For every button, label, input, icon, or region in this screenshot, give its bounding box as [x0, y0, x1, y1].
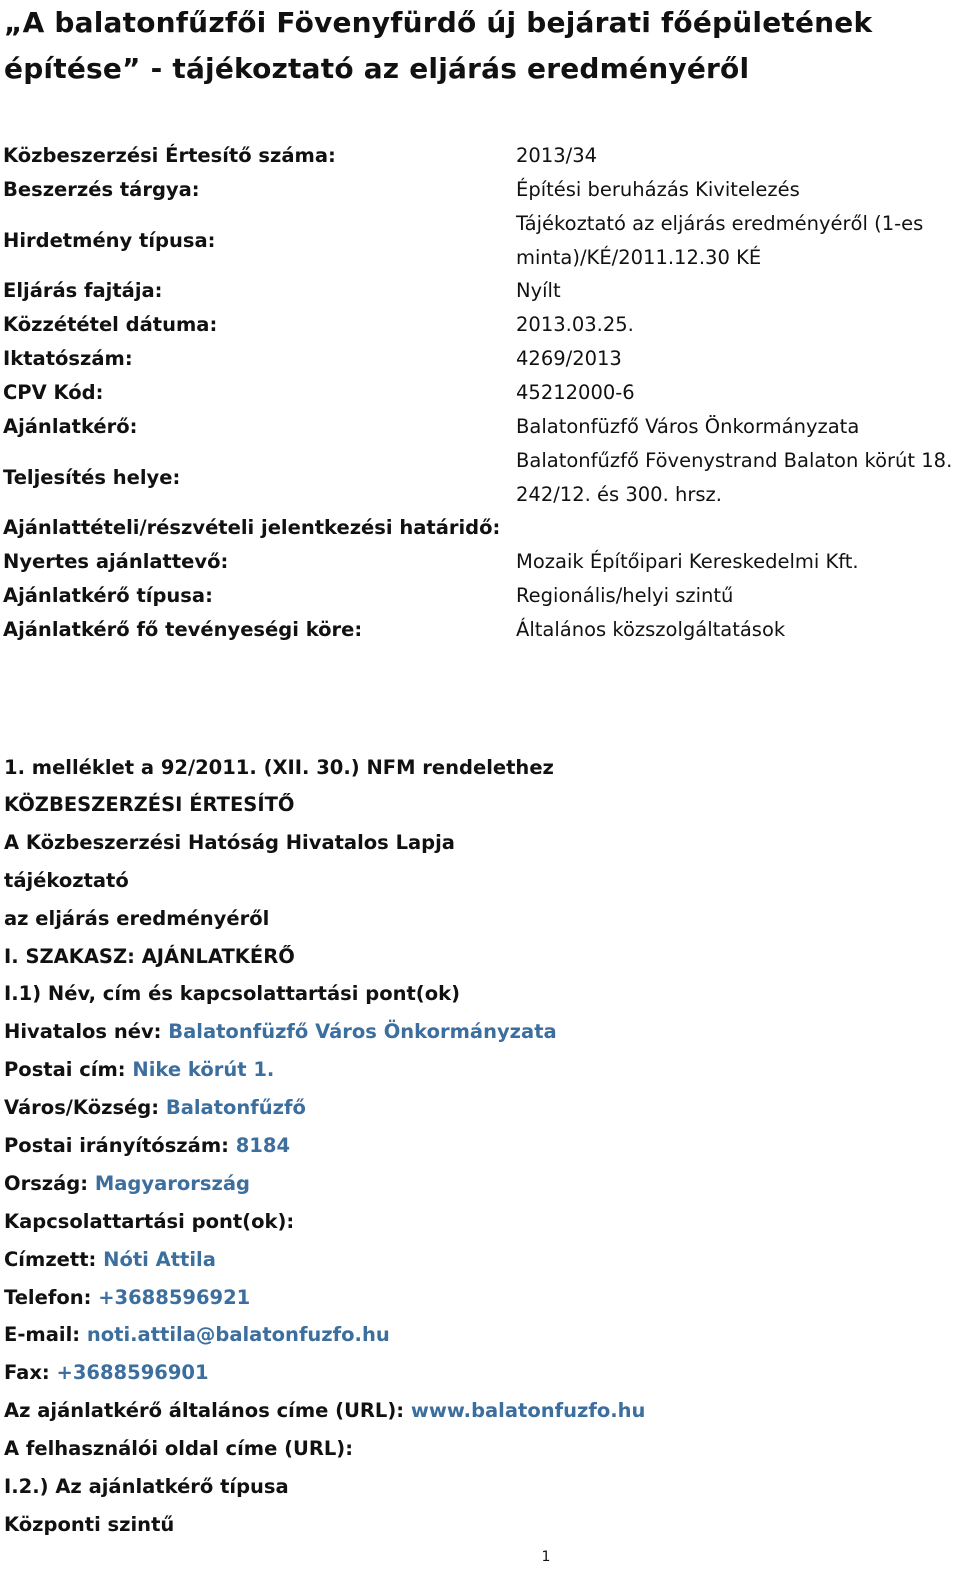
field-official-name [4, 1013, 944, 1051]
subsection-heading: I.1) Név, cím és kapcsolattartási pont(ok) [4, 982, 460, 1006]
metadata-label: Közzététel dátuma: [3, 313, 218, 336]
field-city [4, 1089, 944, 1127]
metadata-label: Hirdetmény típusa: [3, 228, 216, 252]
field-label: Város/Község: [4, 1096, 166, 1120]
metadata-value: Általános közszolgáltatások [516, 618, 786, 642]
field-label: Postai irányítószám: [4, 1134, 236, 1158]
field-label: Ország: [4, 1171, 95, 1195]
metadata-value: Regionális/helyi szintű [516, 584, 734, 608]
field-value: Magyarország [94, 1171, 250, 1195]
doc-type-line: az eljárás eredményéről [4, 906, 270, 930]
metadata-label: Ajánlatkérő: [3, 415, 138, 438]
metadata-label: Beszerzés tárgya: [3, 178, 200, 201]
metadata-value: Balatonfüzfő Város Önkormányzata [516, 415, 860, 439]
document-title: „A balatonfűzfői Fövenyfürdő új bejárati főépületének építése” - tájékoztató az eljárás eredményéről [4, 6, 873, 85]
field-label: E-mail: [4, 1323, 87, 1347]
field-value: +3688596901 [56, 1361, 209, 1385]
metadata-value [516, 511, 958, 545]
field-value: +3688596921 [98, 1285, 251, 1309]
field-postal-code [4, 1127, 944, 1165]
field-postal-address [4, 1051, 944, 1089]
metadata-row [3, 410, 958, 444]
metadata-value: 45212000-6 [516, 381, 635, 405]
field-country [4, 1165, 944, 1203]
metadata-row [3, 444, 958, 511]
metadata-row [3, 274, 958, 308]
field-contact-points [4, 1203, 944, 1241]
email-link[interactable]: noti.attila@balatonfuzfo.hu [86, 1323, 390, 1347]
field-addressee [4, 1241, 944, 1279]
metadata-row [3, 173, 958, 207]
subsection-heading: I.2.) Az ajánlatkérő típusa [4, 1475, 289, 1499]
metadata-label: CPV Kód: [3, 381, 104, 404]
field-value: 8184 [235, 1134, 291, 1158]
metadata-value: Építési beruházás Kivitelezés [516, 178, 800, 202]
website-link[interactable]: www.balatonfuzfo.hu [410, 1399, 646, 1423]
metadata-row [3, 613, 958, 647]
metadata-value: Nyílt [516, 279, 561, 303]
metadata-value: Tájékoztató az eljárás eredményéről (1-es minta)/KÉ/2011.12.30 KÉ [516, 212, 924, 269]
bulletin-name: KÖZBESZERZÉSI ÉRTESÍTŐ [4, 793, 295, 816]
field-fax [4, 1354, 944, 1392]
field-url [4, 1392, 944, 1430]
doc-type-line: tájékoztató [4, 868, 129, 892]
metadata-label: Ajánlatkérő típusa: [3, 584, 213, 607]
contracting-authority-type: Központi szintű [4, 1512, 175, 1536]
field-label: Az ajánlatkérő általános címe (URL): [4, 1399, 411, 1423]
section-heading: I. SZAKASZ: AJÁNLATKÉRŐ [4, 944, 295, 968]
metadata-label: Nyertes ajánlattevő: [3, 550, 229, 573]
metadata-label: Eljárás fajtája: [3, 279, 163, 302]
field-value: Balatonfüzfő Város Önkormányzata [168, 1020, 557, 1044]
metadata-value: 2013.03.25. [516, 313, 634, 337]
metadata-label: Ajánlattételi/részvételi jelentkezési határidő: [3, 516, 501, 539]
field-label: Telefon: [4, 1285, 99, 1309]
field-label: Kapcsolattartási pont(ok): [4, 1209, 295, 1233]
metadata-value: Balatonfűzfő Fövenystrand Balaton körút 18. 242/12. és 300. hrsz. [516, 449, 953, 506]
metadata-label: Teljesítés helye: [3, 465, 181, 489]
metadata-label: Ajánlatkérő fő tevényeségi köre: [3, 618, 363, 641]
field-value: Nike körút 1. [132, 1058, 275, 1082]
metadata-label: Közbeszerzési Értesítő száma: [3, 144, 336, 167]
bulletin-subtitle: A Közbeszerzési Hatóság Hivatalos Lapja [4, 830, 455, 854]
page-number: 1 [541, 1549, 551, 1565]
field-label: Hivatalos név: [4, 1020, 169, 1044]
field-user-page-url [4, 1430, 944, 1468]
field-value: Nóti Attila [103, 1247, 216, 1271]
field-label: Fax: [4, 1361, 57, 1385]
metadata-row [3, 545, 958, 579]
field-value: Balatonfűzfő [165, 1096, 306, 1120]
field-phone [4, 1279, 944, 1317]
metadata-row [3, 579, 958, 613]
metadata-row [3, 511, 958, 545]
metadata-row [3, 308, 958, 342]
metadata-label: Iktatószám: [3, 347, 133, 370]
field-label: A felhasználói oldal címe (URL): [4, 1437, 354, 1461]
metadata-row [3, 342, 958, 376]
metadata-row [3, 376, 958, 410]
metadata-value: 2013/34 [516, 144, 598, 168]
metadata-value: Mozaik Építőipari Kereskedelmi Kft. [516, 550, 859, 574]
annex-line: 1. melléklet a 92/2011. (XII. 30.) NFM rendelethez [4, 756, 554, 779]
metadata-value: 4269/2013 [516, 347, 622, 371]
field-label: Postai cím: [4, 1058, 133, 1082]
metadata-row [3, 139, 958, 173]
field-email [4, 1316, 944, 1354]
notice-body [4, 749, 944, 1544]
field-label: Címzett: [4, 1247, 104, 1271]
metadata-row [3, 207, 958, 274]
metadata-table [3, 139, 958, 647]
